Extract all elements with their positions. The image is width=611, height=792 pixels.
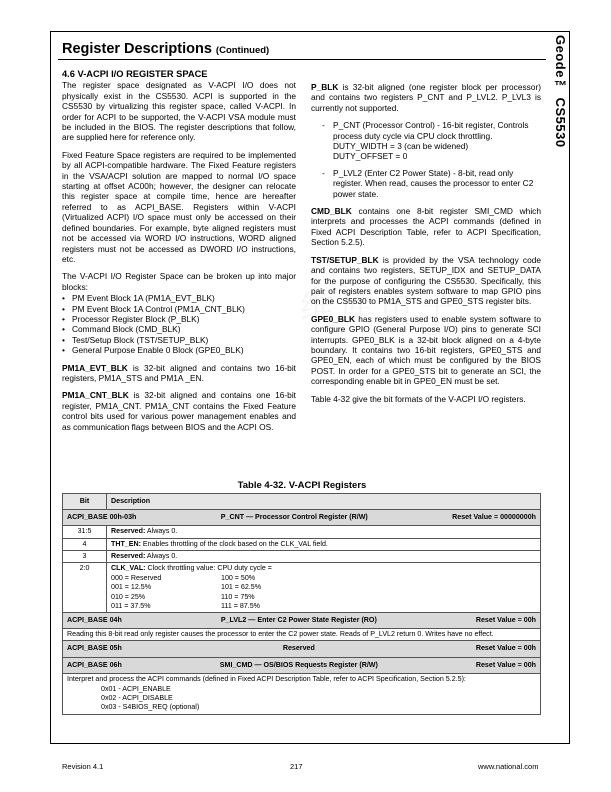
paragraph-table-ref: Table 4-32 give the bit formats of the V-ACPI I/O registers.: [311, 393, 526, 404]
paragraph-p-blk: [311, 82, 541, 113]
smi-cmd-desc: Interpret and process the ACPI commands (defined in Fixed ACPI Description Table, refer to ACPI Specification, Section 5.2.5):: [67, 674, 466, 683]
paragraph-gpe0-blk: [311, 314, 541, 387]
command-code-list: [67, 685, 536, 713]
paragraph-cmd-blk: [311, 206, 541, 248]
table-row: [63, 550, 541, 562]
list-item: • Test/Setup Block (TST/SETUP_BLK): [62, 335, 296, 345]
table-row: [63, 563, 541, 613]
left-column: [62, 69, 296, 439]
term-pm1a-evt: PM1A_EVT_BLK: [62, 362, 128, 373]
term-cmd-blk: CMD_BLK: [311, 206, 352, 217]
register-address: ACPI_BASE 05h: [67, 644, 122, 653]
footer-url: www.national.com: [478, 762, 539, 771]
side-tab: [551, 35, 571, 255]
register-header-reserved: [63, 641, 541, 657]
field-desc: Enables throttling of the clock based on the CLK_VAL field.: [140, 539, 328, 548]
table-header-row: [63, 494, 541, 510]
clk-value: 100 = 50%: [221, 574, 256, 583]
p-blk-register-list: [311, 120, 541, 199]
register-reset-value: Reset Value = 00h: [475, 616, 536, 625]
register-name: P_LVL2 — Enter C2 Power State Register (RO): [220, 616, 377, 625]
field-desc: Always 0.: [145, 527, 178, 536]
term-gpe0-blk: GPE0_BLK: [311, 313, 356, 324]
bit-cell: 4: [63, 538, 107, 550]
bit-cell: 2:0: [63, 563, 107, 613]
block-list: [62, 293, 296, 355]
register-reset-value: Reset Value = 00h: [475, 644, 536, 653]
description-cell: [63, 673, 541, 714]
term-pm1a-cnt: PM1A_CNT_BLK: [62, 390, 129, 401]
section-heading: 4.6 V-ACPI I/O REGISTER SPACE: [62, 69, 208, 79]
list-item: • PM Event Block 1A Control (PM1A_CNT_BLK): [62, 304, 296, 314]
p-cnt-desc: - P_CNT (Processor Control) - 16-bit register, Controls process duty cycle via CPU clock throttling.: [333, 120, 529, 141]
register-header-smi-cmd: [63, 657, 541, 673]
table-title: Table 4-32. V-ACPI Registers: [237, 480, 367, 491]
register-name: SMI_CMD — OS/BIOS Requests Register (R/W): [219, 660, 378, 669]
column-header-bit: Bit: [63, 494, 107, 510]
description-cell: [107, 538, 541, 550]
p-lvl2-desc: - P_LVL2 (Enter C2 Power State) - 8-bit, read only register. When read, causes the processor to enter C2 power state.: [333, 167, 534, 199]
list-item: [311, 168, 541, 199]
duty-offset: DUTY_OFFSET = 0: [333, 151, 408, 162]
text-gpe0-blk: has registers used to enable system software to configure GPIO (General Purpose I/O) pins to generate SCI interrupts. GPE0_BLK is a 32-bit block aligned on a 4-byte boundary. It contains two 16-bit registers, GPE0_STS and GPE0_EN, each of which must be configured by the BIOS POST. In order for a GPE0_STS bit to generate an SCI, the corresponding enable bit in GPE0_EN must be set.: [311, 313, 541, 387]
paragraph-tst-setup-blk: [311, 255, 541, 307]
clk-value: 010 = 25%: [111, 592, 146, 601]
description-cell: Reading this 8-bit read only register causes the processor to enter the C2 power state. Reads of P_LVL2 return 0. Writes have no effect.: [63, 629, 541, 641]
term-p-blk: P_BLK: [311, 82, 339, 92]
field-desc: Always 0.: [145, 551, 178, 560]
column-header-description: Description: [107, 494, 541, 510]
footer-page-number: 217: [290, 762, 303, 771]
clk-value: 101 = 62.5%: [221, 583, 262, 592]
table-row: [63, 629, 541, 641]
term-tst-setup-blk: TST/SETUP_BLK: [311, 254, 379, 265]
register-reset-value: Reset Value = 00000000h: [452, 513, 536, 522]
page-title: [62, 41, 269, 57]
header-divider: [58, 59, 546, 60]
description-cell: [107, 526, 541, 538]
description-cell: [107, 550, 541, 562]
clk-value: 011 = 37.5%: [111, 601, 151, 610]
bit-cell: 31:5: [63, 526, 107, 538]
table-row: [63, 673, 541, 714]
side-tab-text: Geode™ CS5530: [553, 35, 568, 148]
text-p-blk: is 32-bit aligned (one register block per processor) and contains two registers P_CNT and P_LVL2. P_LVL3 is currently not supported.: [311, 82, 541, 113]
register-reset-value: Reset Value = 00h: [475, 660, 536, 669]
field-name: Reserved:: [111, 551, 146, 560]
list-item: 0x01 - ACPI_ENABLE: [101, 685, 171, 694]
register-header-p-cnt: [63, 510, 541, 526]
page-title-text: Register Descriptions: [62, 41, 212, 57]
text-tst-setup-blk: is provided by the VSA technology code and contains two registers, SETUP_IDX and SETUP_DATA for the purpose of configuring the CS5530. Specifically, this pair of registers enables system software to map GPIO pins on the CS5530 to PM1A_STS and GPE0_STS register bits.: [311, 254, 541, 307]
description-cell: [107, 563, 541, 613]
field-name: Reserved:: [111, 527, 146, 536]
register-table: [62, 493, 541, 715]
right-column: [311, 82, 541, 411]
paragraph-pm1a-evt: [62, 363, 296, 384]
register-name: P_CNT — Processor Control Register (R/W): [220, 513, 368, 522]
clk-value: 000 = Reserved: [111, 574, 162, 583]
clk-value: 110 = 75%: [221, 592, 255, 601]
text-pm1a-evt: is 32-bit aligned and contains two 16-bit registers, PM1A_STS and PM1A _EN.: [62, 362, 296, 383]
field-name: THT_EN:: [111, 539, 141, 548]
page-title-continued: (Continued): [215, 45, 270, 56]
register-header-p-lvl2: [63, 613, 541, 629]
list-item: • General Purpose Enable 0 Block (GPE0_BLK): [62, 345, 296, 355]
list-item: • Command Block (CMD_BLK): [62, 324, 296, 334]
clk-value: 001 = 12.5%: [111, 583, 152, 592]
duty-width: DUTY_WIDTH = 3 (can be widened): [333, 141, 469, 152]
paragraph-fixed-feature: Fixed Feature Space registers are required to be implemented by all ACPI-compatible hardware. The Fixed Feature registers in the VSA/ACPI solution are mapped to normal I/O space starting at offset AC00h; however, the designer can relocate this register space at compile time, hence are hereafter referred to as ACPI_BASE. Registers within V-ACPI (Virtualized ACPI) I/O space must only be accessed on their defined boundaries. For example, byte aligned registers must not be accessed via WORD I/O instructions, WORD aligned registers must not be accessed as DWORD I/O instructions, etc.: [62, 149, 296, 264]
table-row: [63, 526, 541, 538]
paragraph-pm1a-cnt: [62, 390, 296, 432]
list-item: • Processor Register Block (P_BLK): [62, 314, 296, 324]
list-item: • PM Event Block 1A (PM1A_EVT_BLK): [62, 293, 296, 303]
footer-revision: Revision 4.1: [62, 762, 104, 771]
register-name: Reserved: [282, 644, 315, 653]
list-item: 0x03 - S4BIOS_REQ (optional): [101, 703, 200, 712]
bit-cell: 3: [63, 550, 107, 562]
list-item: 0x02 - ACPI_DISABLE: [101, 694, 173, 703]
list-item: [311, 120, 541, 162]
register-address: ACPI_BASE 00h-03h: [67, 513, 137, 522]
clk-value-list: [111, 574, 536, 611]
clk-value: 111 = 87.5%: [221, 601, 260, 610]
register-address: ACPI_BASE 04h: [67, 616, 122, 625]
paragraph-blocks-intro: The V-ACPI I/O Register Space can be broken up into major blocks:: [62, 271, 296, 292]
field-name: CLK_VAL:: [111, 564, 146, 573]
register-address: ACPI_BASE 06h: [67, 660, 122, 669]
table-row: [63, 538, 541, 550]
field-desc: Clock throttling value: CPU duty cycle =: [145, 564, 272, 573]
text-pm1a-cnt: is 32-bit aligned and contains one 16-bit register, PM1A_CNT. PM1A_CNT contains the Fixed Feature control bits used for various power management enables and as communication flags between BIOS and the ACPI OS.: [62, 390, 296, 432]
text-cmd-blk: contains one 8-bit register SMI_CMD which interprets and processes the ACPI commands (defined in Fixed ACPI Description Table, refer to ACPI Specification, Section 5.2.5).: [311, 206, 541, 248]
paragraph-intro: The register space designated as V-ACPI I/O does not physically exist in the CS5530. ACPI is supported in the CS5530 by virtualizing this register space, called V-ACPI. In order for ACPI to be supported, the V-ACPI VSA module must be included in the BIOS. The register descriptions that follow, are supplied here for reference only.: [62, 80, 296, 143]
